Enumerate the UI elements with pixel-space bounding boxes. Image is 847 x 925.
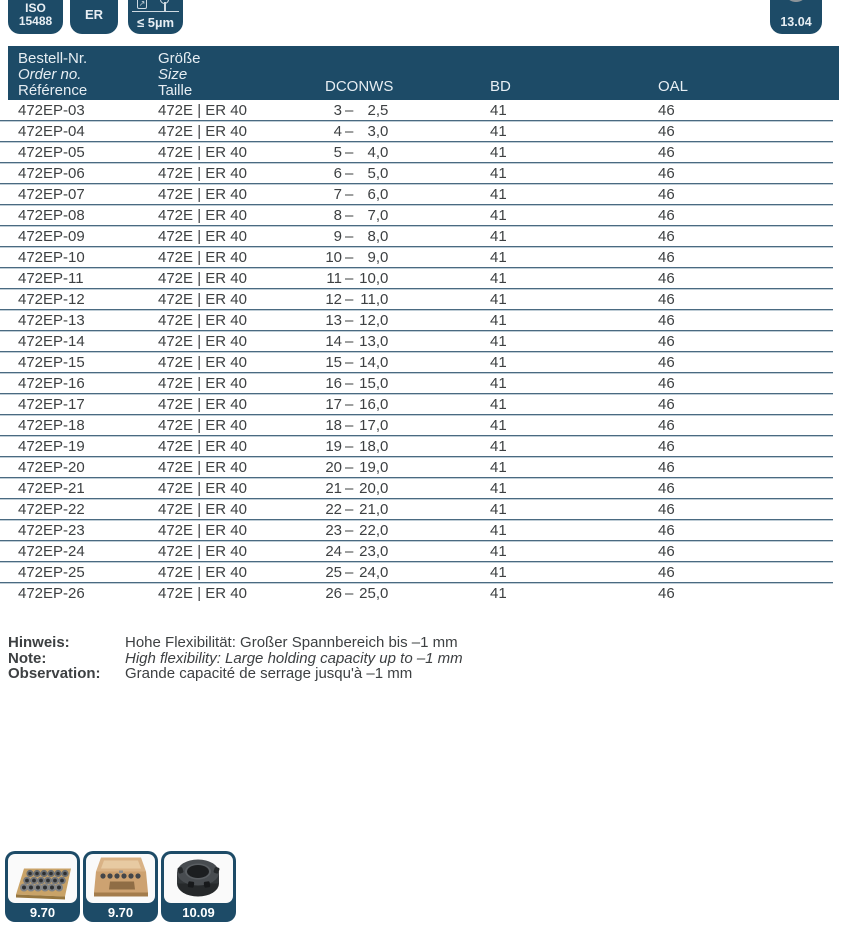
cell-dconws — [325, 270, 490, 287]
cell-dconws — [325, 102, 490, 119]
header-oal: OAL — [658, 78, 689, 95]
dconws-dash: – — [345, 585, 354, 602]
dconws-dash: – — [345, 164, 354, 182]
table-row — [0, 520, 833, 541]
cell-order-no: 472EP-22 — [18, 500, 85, 518]
note-row-en — [8, 651, 568, 667]
cell-size: 472E | ER 40 — [158, 458, 247, 476]
cell-bd: 41 — [490, 206, 507, 224]
cell-bd: 41 — [490, 437, 507, 455]
dconws-dash: – — [345, 395, 354, 413]
cell-oal: 46 — [658, 143, 675, 161]
dconws-to: 11,0 — [360, 290, 389, 308]
cell-dconws — [325, 291, 490, 308]
table-row — [0, 184, 833, 205]
cell-size: 472E | ER 40 — [158, 227, 247, 245]
header-dconws: DCONWS — [325, 78, 394, 95]
thumbnail-page-ref: 9.70 — [29, 905, 56, 920]
cell-bd: 41 — [490, 311, 507, 329]
cell-size: 472E | ER 40 — [158, 311, 247, 329]
cell-order-no: 472EP-07 — [18, 185, 85, 203]
cell-bd: 41 — [490, 500, 507, 518]
clamping-nut-image — [164, 854, 233, 903]
info-icon — [784, 0, 808, 2]
header-size-en: Size — [158, 66, 188, 83]
cell-bd: 41 — [490, 290, 507, 308]
dconws-dash: – — [345, 248, 354, 266]
cell-oal: 46 — [658, 248, 675, 266]
dconws-dash: – — [345, 479, 354, 497]
cell-oal: 46 — [658, 311, 675, 329]
cell-order-no: 472EP-24 — [18, 542, 85, 560]
thumbnail-page-ref: 9.70 — [107, 905, 134, 920]
table-row — [0, 310, 833, 331]
header-bd: BD — [490, 78, 511, 95]
table-row — [0, 247, 833, 268]
er-badge — [70, 0, 118, 34]
cell-order-no: 472EP-04 — [18, 122, 85, 140]
dconws-dash: – — [345, 500, 354, 518]
header-order-no-de: Bestell-Nr. — [18, 50, 88, 67]
dconws-dash: – — [345, 563, 354, 581]
table-row — [0, 541, 833, 562]
table-row — [0, 457, 833, 478]
table-row — [0, 478, 833, 499]
cell-size: 472E | ER 40 — [158, 290, 247, 308]
cell-bd: 41 — [490, 227, 507, 245]
cell-dconws — [325, 354, 490, 371]
table-row — [0, 331, 833, 352]
cell-order-no: 472EP-09 — [18, 227, 85, 245]
dconws-from: 21 — [325, 479, 342, 497]
cell-order-no: 472EP-14 — [18, 332, 85, 350]
note-row-de — [8, 635, 568, 651]
cell-bd: 41 — [490, 353, 507, 371]
cell-oal: 46 — [658, 164, 675, 182]
table-row — [0, 289, 833, 310]
cell-dconws — [325, 438, 490, 455]
table-row — [0, 562, 833, 583]
cell-dconws — [325, 459, 490, 476]
cell-dconws — [325, 165, 490, 182]
note-text-en: High flexibility: Large holding capacity up to –1 mm — [125, 649, 463, 667]
dconws-to: 21,0 — [359, 500, 389, 518]
note-label-en: Note: — [8, 649, 47, 667]
header-order-no — [8, 46, 158, 100]
dconws-to: 13,0 — [359, 332, 389, 350]
cell-oal: 46 — [658, 269, 675, 287]
thumbnail-collet-box[interactable] — [83, 851, 158, 922]
runout-badge-label: ≤ 5µm — [136, 15, 175, 30]
cell-bd: 41 — [490, 458, 507, 476]
dconws-to: 24,0 — [359, 563, 389, 581]
info-page-ref-badge[interactable] — [770, 0, 822, 34]
dconws-from: 5 — [333, 143, 342, 161]
dconws-dash: – — [345, 374, 354, 392]
cell-order-no: 472EP-23 — [18, 521, 85, 539]
dconws-dash: – — [345, 227, 354, 245]
dconws-from: 7 — [333, 185, 342, 203]
cell-size: 472E | ER 40 — [158, 416, 247, 434]
dconws-from: 8 — [333, 206, 342, 224]
table-row — [0, 373, 833, 394]
dconws-to: 3,0 — [367, 122, 389, 140]
cell-order-no: 472EP-21 — [18, 479, 85, 497]
cell-oal: 46 — [658, 353, 675, 371]
table-row — [0, 415, 833, 436]
cell-bd: 41 — [490, 479, 507, 497]
dconws-from: 3 — [333, 101, 342, 119]
cell-oal: 46 — [658, 416, 675, 434]
dconws-from: 22 — [325, 500, 342, 518]
cell-order-no: 472EP-18 — [18, 416, 85, 434]
collet-tray-image — [8, 854, 77, 903]
cell-dconws — [325, 333, 490, 350]
note-label-fr: Observation: — [8, 665, 101, 682]
cell-dconws — [325, 522, 490, 539]
thumbnail-clamping-nut[interactable] — [161, 851, 236, 922]
cell-oal: 46 — [658, 542, 675, 560]
cell-size: 472E | ER 40 — [158, 101, 247, 119]
cell-bd: 41 — [490, 585, 507, 602]
iso-badge-line1: ISO — [25, 1, 46, 15]
dconws-dash: – — [345, 437, 354, 455]
cell-oal: 46 — [658, 374, 675, 392]
table-row — [0, 226, 833, 247]
cell-bd: 41 — [490, 248, 507, 266]
note-row-fr — [8, 666, 568, 682]
dconws-dash: – — [345, 353, 354, 371]
cell-order-no: 472EP-26 — [18, 585, 85, 602]
cell-order-no: 472EP-08 — [18, 206, 85, 224]
cell-oal: 46 — [658, 437, 675, 455]
dconws-to: 15,0 — [359, 374, 389, 392]
dconws-from: 10 — [325, 248, 342, 266]
cell-bd: 41 — [490, 416, 507, 434]
dconws-from: 12 — [325, 290, 342, 308]
cell-bd: 41 — [490, 164, 507, 182]
cell-oal: 46 — [658, 521, 675, 539]
thumbnail-page-ref: 10.09 — [182, 905, 215, 920]
table-row — [0, 121, 833, 142]
dconws-to: 4,0 — [367, 143, 389, 161]
dconws-to: 22,0 — [359, 521, 389, 539]
clamping-nut-icon — [164, 854, 233, 903]
dconws-to: 20,0 — [359, 479, 389, 497]
cell-oal: 46 — [658, 458, 675, 476]
cell-size: 472E | ER 40 — [158, 248, 247, 266]
cell-size: 472E | ER 40 — [158, 143, 247, 161]
cell-bd: 41 — [490, 521, 507, 539]
cell-dconws — [325, 375, 490, 392]
cell-oal: 46 — [658, 122, 675, 140]
cell-bd: 41 — [490, 374, 507, 392]
dconws-dash: – — [345, 185, 354, 203]
iso-15488-badge — [8, 0, 63, 34]
header-order-no-en: Order no. — [18, 66, 82, 83]
related-products — [5, 851, 236, 922]
cell-bd: 41 — [490, 563, 507, 581]
cell-dconws — [325, 228, 490, 245]
cell-oal: 46 — [658, 479, 675, 497]
cell-oal: 46 — [658, 206, 675, 224]
runout-tolerance-icon: ↗ — [128, 0, 183, 11]
cell-size: 472E | ER 40 — [158, 269, 247, 287]
dconws-to: 16,0 — [359, 395, 389, 413]
header-order-no-fr: Référence — [18, 82, 88, 99]
dconws-from: 25 — [325, 563, 342, 581]
cell-size: 472E | ER 40 — [158, 353, 247, 371]
cell-dconws — [325, 396, 490, 413]
cell-dconws — [325, 417, 490, 434]
cell-order-no: 472EP-03 — [18, 101, 85, 119]
dconws-from: 26 — [325, 585, 342, 602]
dconws-from: 20 — [325, 458, 342, 476]
cell-dconws — [325, 543, 490, 560]
cell-size: 472E | ER 40 — [158, 374, 247, 392]
dconws-to: 23,0 — [359, 542, 389, 560]
dconws-to: 5,0 — [367, 164, 389, 182]
table-row — [0, 142, 833, 163]
cell-oal: 46 — [658, 563, 675, 581]
cell-dconws — [325, 585, 490, 602]
er-badge-label: ER — [84, 7, 104, 22]
cell-dconws — [325, 480, 490, 497]
note-text-de: Hohe Flexibilität: Großer Spannbereich bis –1 mm — [125, 634, 458, 651]
dconws-to: 7,0 — [367, 206, 389, 224]
cell-order-no: 472EP-16 — [18, 374, 85, 392]
cell-size: 472E | ER 40 — [158, 479, 247, 497]
cell-size: 472E | ER 40 — [158, 395, 247, 413]
table-row — [0, 499, 833, 520]
header-size — [158, 46, 325, 100]
dconws-dash: – — [345, 122, 354, 140]
table-row — [0, 436, 833, 457]
dconws-dash: – — [345, 143, 354, 161]
table-body — [0, 100, 833, 604]
dconws-from: 9 — [333, 227, 342, 245]
info-page-ref: 13.04 — [780, 15, 812, 29]
cell-oal: 46 — [658, 500, 675, 518]
cell-oal: 46 — [658, 332, 675, 350]
dconws-dash: – — [345, 101, 354, 119]
cell-size: 472E | ER 40 — [158, 332, 247, 350]
cell-dconws — [325, 249, 490, 266]
cell-bd: 41 — [490, 143, 507, 161]
cell-oal: 46 — [658, 227, 675, 245]
header-size-de: Größe — [158, 50, 201, 67]
collet-box-image — [86, 854, 155, 903]
cell-bd: 41 — [490, 185, 507, 203]
table-row — [0, 163, 833, 184]
dconws-from: 24 — [325, 542, 342, 560]
header-size-fr: Taille — [158, 82, 193, 99]
cell-size: 472E | ER 40 — [158, 185, 247, 203]
table-row — [0, 268, 833, 289]
table-row — [0, 394, 833, 415]
dconws-dash: – — [345, 521, 354, 539]
cell-order-no: 472EP-05 — [18, 143, 85, 161]
dconws-dash: – — [345, 290, 354, 308]
dconws-to: 8,0 — [367, 227, 389, 245]
cell-order-no: 472EP-17 — [18, 395, 85, 413]
note-text-fr: Grande capacité de serrage jusqu'à –1 mm — [125, 665, 413, 682]
dconws-from: 17 — [325, 395, 342, 413]
cell-oal: 46 — [658, 585, 675, 602]
cell-oal: 46 — [658, 185, 675, 203]
cell-oal: 46 — [658, 101, 675, 119]
dconws-from: 14 — [325, 332, 342, 350]
cell-size: 472E | ER 40 — [158, 500, 247, 518]
dconws-to: 12,0 — [359, 311, 389, 329]
cell-dconws — [325, 564, 490, 581]
dconws-to: 18,0 — [359, 437, 389, 455]
dconws-dash: – — [345, 332, 354, 350]
dconws-dash: – — [345, 416, 354, 434]
dconws-dash: – — [345, 206, 354, 224]
cell-order-no: 472EP-25 — [18, 563, 85, 581]
dconws-from: 11 — [326, 269, 342, 287]
cell-order-no: 472EP-11 — [18, 269, 84, 287]
dconws-to: 17,0 — [359, 416, 389, 434]
cell-order-no: 472EP-20 — [18, 458, 85, 476]
iso-badge-line2: 15488 — [18, 14, 53, 28]
dconws-from: 16 — [325, 374, 342, 392]
cell-dconws — [325, 501, 490, 518]
cell-size: 472E | ER 40 — [158, 542, 247, 560]
collet-wooden-box-icon — [86, 854, 155, 903]
dconws-dash: – — [345, 542, 354, 560]
cell-order-no: 472EP-06 — [18, 164, 85, 182]
cell-size: 472E | ER 40 — [158, 164, 247, 182]
table-row — [0, 205, 833, 226]
badge-divider — [132, 11, 179, 12]
table-row — [0, 583, 833, 604]
dconws-dash: – — [345, 458, 354, 476]
dconws-from: 18 — [325, 416, 342, 434]
notes-block — [8, 635, 568, 682]
dconws-from: 15 — [325, 353, 342, 371]
dconws-to: 2,5 — [367, 101, 389, 119]
cell-order-no: 472EP-19 — [18, 437, 85, 455]
cell-bd: 41 — [490, 395, 507, 413]
cell-size: 472E | ER 40 — [158, 585, 247, 602]
dconws-from: 4 — [333, 122, 342, 140]
cell-dconws — [325, 186, 490, 203]
dconws-to: 10,0 — [359, 269, 389, 287]
cell-order-no: 472EP-10 — [18, 248, 85, 266]
runout-precision-badge — [128, 0, 183, 34]
cell-dconws — [325, 123, 490, 140]
cell-dconws — [325, 207, 490, 224]
cell-order-no: 472EP-15 — [18, 353, 85, 371]
dconws-to: 6,0 — [367, 185, 389, 203]
cell-dconws — [325, 312, 490, 329]
cell-bd: 41 — [490, 542, 507, 560]
cell-size: 472E | ER 40 — [158, 437, 247, 455]
cell-size: 472E | ER 40 — [158, 122, 247, 140]
cell-size: 472E | ER 40 — [158, 521, 247, 539]
dconws-dash: – — [345, 269, 354, 287]
dconws-to: 19,0 — [359, 458, 389, 476]
cell-dconws — [325, 144, 490, 161]
collet-tray-icon — [8, 854, 77, 903]
cell-oal: 46 — [658, 290, 675, 308]
cell-oal: 46 — [658, 395, 675, 413]
dconws-from: 13 — [325, 311, 342, 329]
cell-size: 472E | ER 40 — [158, 563, 247, 581]
cell-bd: 41 — [490, 332, 507, 350]
cell-order-no: 472EP-13 — [18, 311, 85, 329]
table-row — [0, 100, 833, 121]
dconws-to: 25,0 — [359, 585, 389, 602]
table-header — [8, 46, 839, 100]
dconws-to: 9,0 — [367, 248, 389, 266]
dconws-from: 23 — [325, 521, 342, 539]
note-label-de: Hinweis: — [8, 634, 70, 651]
dconws-dash: – — [345, 311, 354, 329]
dconws-from: 19 — [325, 437, 342, 455]
dconws-to: 14,0 — [359, 353, 389, 371]
cell-bd: 41 — [490, 269, 507, 287]
cell-bd: 41 — [490, 122, 507, 140]
cell-size: 472E | ER 40 — [158, 206, 247, 224]
dconws-from: 6 — [333, 164, 342, 182]
thumbnail-collet-tray[interactable] — [5, 851, 80, 922]
cell-bd: 41 — [490, 101, 507, 119]
cell-order-no: 472EP-12 — [18, 290, 85, 308]
table-row — [0, 352, 833, 373]
